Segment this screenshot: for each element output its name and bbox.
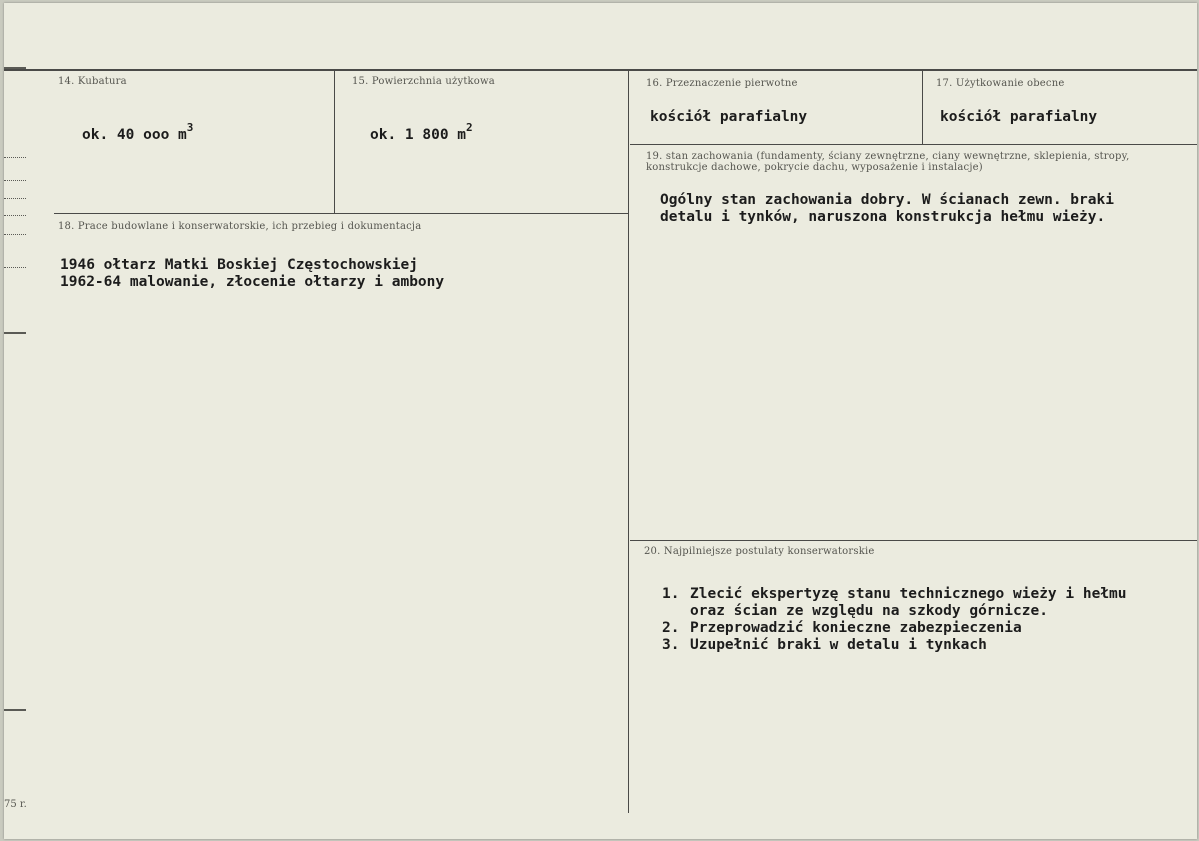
field-16-label: 16. Przeznaczenie pierwotne (646, 78, 798, 89)
divider-center (628, 71, 629, 813)
margin-note: 75 r. (4, 799, 27, 810)
field-14-label: 14. Kubatura (58, 76, 127, 87)
field-14-unit-exponent: 3 (186, 121, 194, 134)
field-18-line-1: 1946 ołtarz Matki Boskiej Częstochowskiej (60, 257, 418, 273)
rule-below-16-17 (630, 144, 1197, 145)
margin-tick (4, 215, 26, 216)
margin-tick (4, 709, 26, 711)
field-18-label: 18. Prace budowlane i konserwatorskie, ich przebieg i dokumentacja (58, 221, 422, 232)
postulate-number: 3. (662, 637, 680, 653)
field-15-number: ok. 1 800 m (370, 126, 467, 143)
field-18-line-2: 1962-64 malowanie, złocenie ołtarzy i ambony (60, 274, 445, 290)
margin-tick (4, 180, 26, 181)
field-15-value (370, 121, 473, 144)
postulate-text: Uzupełnić braki w detalu i tynkach (690, 637, 987, 653)
divider-14-15 (334, 71, 335, 213)
margin-tick (4, 332, 26, 334)
postulate-continuation: oraz ścian ze względu na szkody górnicze. (690, 603, 1048, 619)
postulate-item-2 (662, 620, 1022, 637)
margin-tick (4, 234, 26, 235)
field-19-line-2: detalu i tynków, naruszona konstrukcja hełmu wieży. (660, 209, 1106, 225)
record-card (4, 3, 1197, 839)
postulate-number: 2. (662, 620, 680, 636)
rule-below-14-15 (54, 213, 628, 214)
field-19-line-1: Ogólny stan zachowania dobry. W ścianach zewn. braki (660, 192, 1114, 208)
field-19-label: 19. stan zachowania (fundamenty, ściany zewnętrzne, ciany wewnętrzne, sklepienia, stropy, konstrukcje dachowe, pokrycie dachu, wyposażenie i instalacje) (646, 151, 1130, 173)
postulate-text: Zlecić ekspertyzę stanu technicznego wieży i hełmu (690, 586, 1127, 602)
postulate-item-1 (662, 586, 1127, 620)
divider-16-17 (922, 71, 923, 144)
field-20-label: 20. Najpilniejsze postulaty konserwatorskie (644, 546, 875, 557)
field-17-value: kościół parafialny (940, 109, 1098, 125)
top-rule (4, 69, 1197, 71)
margin-tick (4, 267, 26, 268)
field-15-label: 15. Powierzchnia użytkowa (352, 76, 495, 87)
field-14-value (82, 121, 193, 144)
margin-tick (4, 198, 26, 199)
field-16-value: kościół parafialny (650, 109, 808, 125)
postulate-text: Przeprowadzić konieczne zabezpieczenia (690, 620, 1022, 636)
margin-tick (4, 157, 26, 158)
margin-tick (4, 67, 26, 69)
rule-above-20 (630, 540, 1197, 541)
field-15-unit-exponent: 2 (466, 121, 473, 134)
field-14-number: ok. 40 ooo m (82, 126, 187, 143)
field-17-label: 17. Użytkowanie obecne (936, 78, 1065, 89)
postulate-item-3 (662, 637, 987, 654)
postulate-number: 1. (662, 586, 680, 602)
